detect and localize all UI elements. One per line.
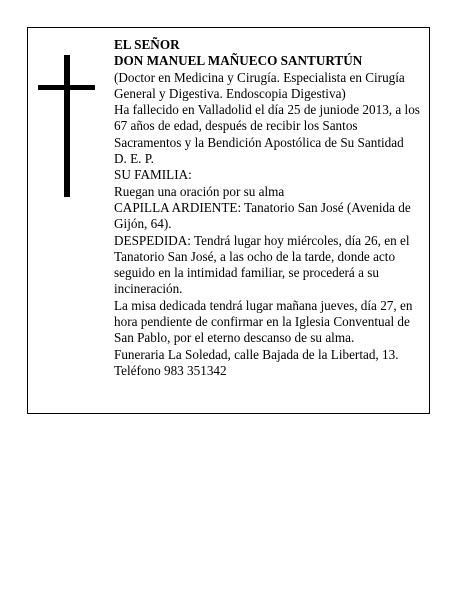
farewell-info: DESPEDIDA: Tendrá lugar hoy miércoles, día 26, en el Tanatorio San José, a las ocho de la tarde, donde acto seguido en la intimidad familiar, se procederá a su incineración.	[114, 232, 410, 297]
credentials: (Doctor en Medicina y Cirugía. Especialista en Cirugía General y Digestiva. Endoscopia Digestiva)	[114, 69, 405, 101]
family-heading: SU FAMILIA:	[114, 167, 192, 183]
obituary-text	[114, 37, 426, 379]
deceased-name: DON MANUEL MAÑUECO SANTURTÚN	[114, 53, 363, 69]
cross-horizontal-bar	[38, 85, 95, 90]
family-prayer: Ruegan una oración por su alma	[114, 183, 285, 199]
death-notice: Ha fallecido en Valladolid el día 25 de juniode 2013, a los 67 años de edad, después de recibir los Santos Sacramentos y la Bendición Apostólica de Su Santidad	[114, 102, 420, 150]
rip: D. E. P.	[114, 151, 154, 167]
mass-info: La misa dedicada tendrá lugar mañana jueves, día 27, en hora pendiente de confirmar en la Iglesia Conventual de San Pablo, por el eterno descanso de su alma.	[114, 297, 413, 346]
chapel-info: CAPILLA ARDIENTE: Tanatorio San José (Avenida de Gijón, 64).	[114, 199, 411, 232]
cross-vertical-bar	[64, 55, 70, 197]
funeral-home-info: Funeraria La Soledad, calle Bajada de la Libertad, 13. Teléfono 983 351342	[114, 346, 399, 378]
title-line-1: EL SEÑOR	[114, 37, 180, 52]
